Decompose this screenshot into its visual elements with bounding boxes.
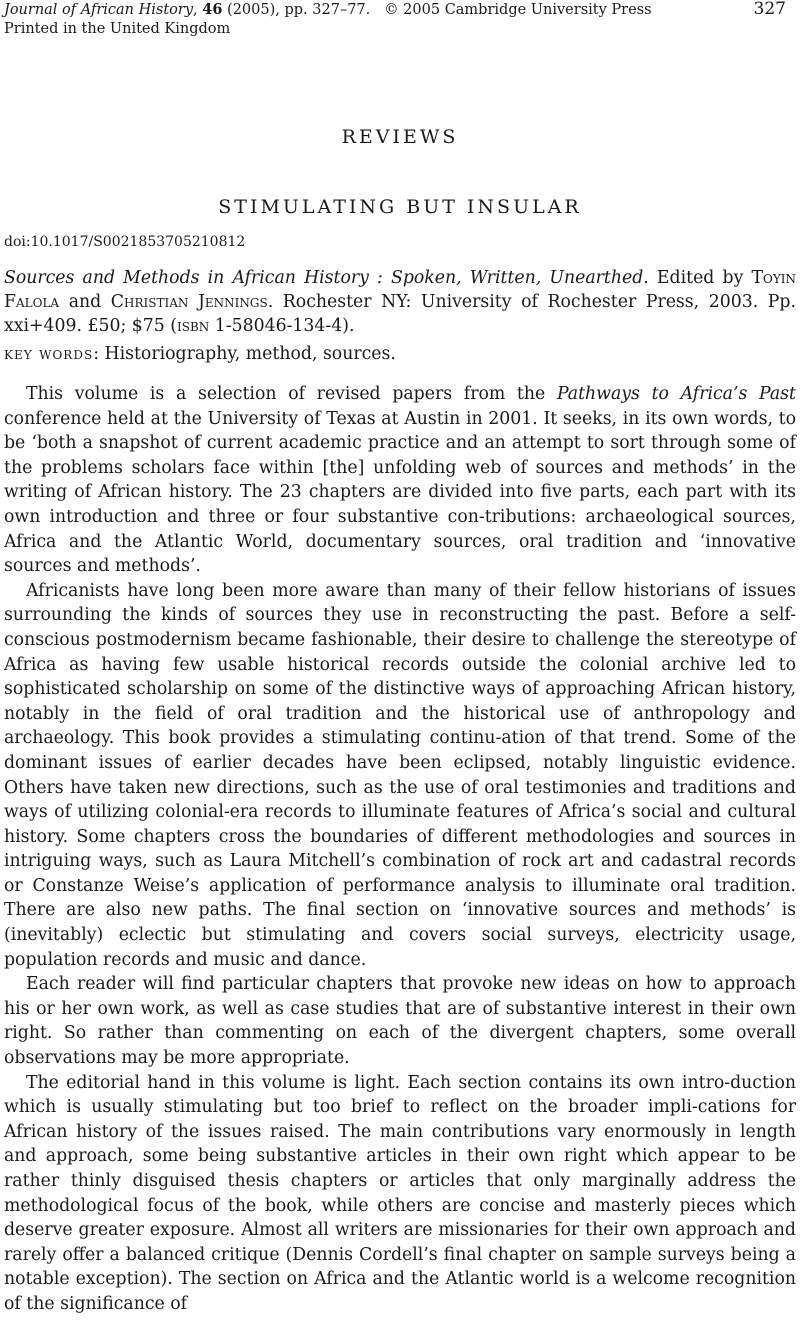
editor-conjunction: and [59,292,111,312]
paragraph: Africanists have long been more aware than many of their fellow historians of issues surrounding the kinds of sources they use in reconstructing the past. Before a self-conscious postmodernism became fashionable, their desire to challenge the stereotype of Africa as having few usable historical records outside the colonial archive led to sophisticated scholarship on some of the distinctive ways of approaching African history, notably in the field of oral tradition and the historical use of anthropology and archaeology. This book provides a stimulating continu-ation of that trend. Some of the dominant issues of earlier decades have been eclipsed, notably linguistic evidence. Others have taken new directions, such as the use of oral testimonies and traditions and ways of utilizing colonial-era records to illuminate features of Africa’s social and cultural history. Some chapters cross the boundaries of different methodologies and sources in intriguing ways, such as Laura Mitchell’s combination of rock art and cadastral records or Constanze Weise’s application of performance analysis to illuminate oral tradition. There are also new paths. The final section on ‘innovative sources and methods’ is (inevitably) eclectic but stimulating and covers social surveys, electricity usage, population records and music and dance. [4,580,796,970]
doi-link[interactable]: doi:10.1017/S0021853705210812 [4,234,246,250]
review-title: STIMULATING BUT INSULAR [218,196,582,218]
copyright-notice: © 2005 Cambridge University Press [384,2,652,18]
isbn-number: 1-58046-134-4). [209,316,355,336]
paragraph: This volume is a selection of revised papers from the Pathways to Africa’s Past conference held at the University of Texas at Austin in 2001. It seeks, in its own words, to be ‘both a snapshot of current academic practice and an attempt to sort through some of the problems scholars face within [the] unfolding web of sources and methods’ in the writing of African history. The 23 chapters are divided into five parts, each part with its own introduction and three or four substantive con-tributions: archaeological sources, Africa and the Atlantic World, documentary sources, oral tradition and ‘innovative sources and methods’. [4,384,796,577]
keywords-line [4,342,396,366]
keywords-label: key words [4,344,94,364]
page-number: 327 [753,0,786,19]
publisher-info: . Rochester NY: University of Rochester Press, 2003. Pp. xxi+409. £50; $75 ( [4,292,796,336]
keywords-values: : Historiography, method, sources. [93,344,396,364]
editor-name: Christian Jennings [110,292,268,312]
isbn-label: isbn [177,316,210,336]
running-header [4,0,786,39]
book-citation [4,266,796,338]
conference-name: Pathways to Africa’s Past [556,384,796,404]
book-title: Sources and Methods in African History : Spoken, Written, Unearthed. [4,268,649,288]
paragraph: Each reader will find particular chapters that provoke new ideas on how to approach his or her own work, as well as case studies that are of substantive interest in their own right. So rather than commenting on each of the divergent chapters, some overall observations may be more appropriate. [4,974,796,1069]
review-body [4,382,796,1317]
section-title: REVIEWS [341,126,459,148]
edited-by: Edited by [648,268,744,288]
printed-notice: Printed in the United Kingdom [4,21,231,37]
editor-name: Toyin Falola [4,268,796,312]
journal-volume: 46 [202,1,223,18]
paragraph: The editorial hand in this volume is light. Each section contains its own intro-duction which is usually stimulating but too brief to reflect on the broader impli-cations for African history of the issues raised. The main contributions vary enormously in length and approach, some being substantive articles in their own right which appear to be rather thinly disguised thesis chapters or articles that only marginally address the methodological focus of the book, while others are concise and masterly pieces which deserve greater exposure. Almost all writers are missionaries for their own approach and rarely offer a balanced critique (Dennis Cordell’s final chapter on sample surveys being a notable exception). The section on Africa and the Atlantic world is a welcome recognition of the significance of [4,1072,796,1314]
journal-year-pages: (2005), pp. 327–77. [222,2,371,18]
journal-name: Journal of African History [4,2,194,18]
journal-citation: Journal of African History, 46 (2005), pp. 327–77. © 2005 Cambridge University Press [4,1,652,18]
